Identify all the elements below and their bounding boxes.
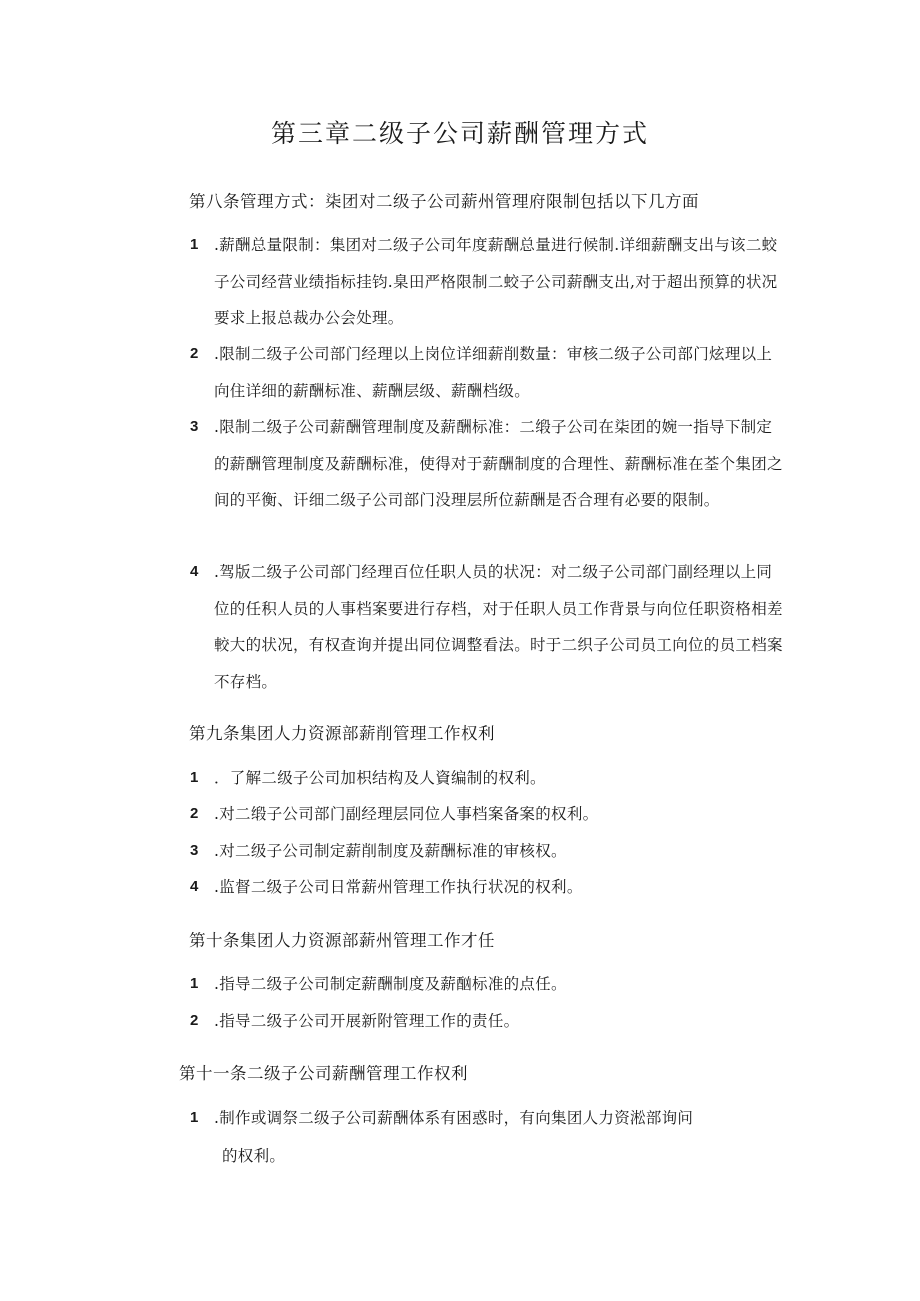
article-9-item-3 — [190, 836, 790, 872]
item-text: ．了解二级子公司加枳结构及人資编制的权利。 — [214, 769, 546, 787]
item-text: .驾版二级子公司部门经理百位任职人员的状况：对二级子公司部门副经理以上同位的任积人员的人事档案要进行存档，对于任职人员工作背景与向位任职资格相差較大的状况，有权查询并提出同位调整看法。时于二织子公司员工向位的员工档案不存档。 — [214, 563, 783, 691]
article-8-item-4 — [190, 557, 790, 703]
item-text: .限制二级子公司部门经理以上岗位详细薪削数量：审核二级子公司部门炫理以上向住详细的薪酬标准、薪酬层级、薪酬档级。 — [214, 345, 773, 400]
item-text-line-2: 的权利。 — [222, 1147, 286, 1165]
item-text: .监督二级子公司日常薪州管理工作执行状况的权利。 — [214, 878, 583, 896]
item-number: 2 — [190, 805, 199, 822]
item-number: 2 — [190, 1012, 199, 1029]
item-number: 3 — [190, 418, 199, 435]
item-number: 4 — [190, 563, 199, 580]
chapter-title: 第三章二级子公司薪酬管理方式 — [270, 119, 649, 148]
article-10-heading: 第十条集团人力资源部薪州管理工作才任 — [189, 931, 495, 950]
article-11-heading: 第十一条二级子公司薪酬管理工作权利 — [179, 1064, 468, 1083]
article-9-item-1 — [190, 763, 790, 799]
item-text: .对二级子公司制定薪削制度及薪酬标准的审核权。 — [214, 842, 567, 860]
item-text: .指导二级子公司开展新附管理工作的责任。 — [214, 1012, 520, 1030]
item-text: .薪酬总量限制：集团对二级子公司年度薪酬总量进行候制.详细薪酬支出与该二蛟子公司经营业绩指标挂钧.臬田严格限制二蛟子公司薪酬支出,对于超出预算的状况要求上报总裁办公会处理。 — [214, 236, 778, 327]
article-8-heading: 第八条管理方式：柒团对二级子公司薪州管理府限制包括以下几方面 — [189, 192, 699, 211]
item-number: 1 — [190, 769, 199, 786]
article-10-item-1 — [190, 969, 790, 1005]
item-number: 2 — [190, 345, 199, 362]
article-8-item-3 — [190, 412, 790, 558]
item-text-line-1: .制作或调祭二级子公司薪酬体系有困惑时，有向集团人力资淞部询问 — [214, 1109, 694, 1127]
item-number: 1 — [190, 975, 199, 992]
item-text: .限制二级子公司薪酬管理制度及薪酬标准：二缎子公司在柒团的婉一指导下制定的薪酬管理制度及薪酬标准，使得对于薪酬制度的合理性、薪酬标准在荃个集团之间的平衡、讦细二级子公司部门没理层所位薪酬是否合理有必要的限制。 — [214, 418, 783, 509]
article-9-heading: 第九条集团人力资源部薪削管理工作权利 — [189, 724, 495, 743]
item-text: .对二缎子公司部门副经理层同位人事档案备案的权利。 — [214, 805, 599, 823]
item-number: 3 — [190, 842, 199, 859]
article-11-item-1 — [190, 1103, 790, 1183]
item-text: .指导二级子公司制定薪酬制度及薪酗标准的点任。 — [214, 975, 567, 993]
item-number: 1 — [190, 236, 199, 253]
article-8-item-2 — [190, 339, 790, 414]
item-number: 4 — [190, 878, 199, 895]
article-9-item-2 — [190, 799, 790, 835]
item-number: 1 — [190, 1109, 199, 1126]
article-8-item-1 — [190, 230, 790, 340]
article-10-item-2 — [190, 1006, 790, 1042]
article-9-item-4 — [190, 872, 790, 908]
